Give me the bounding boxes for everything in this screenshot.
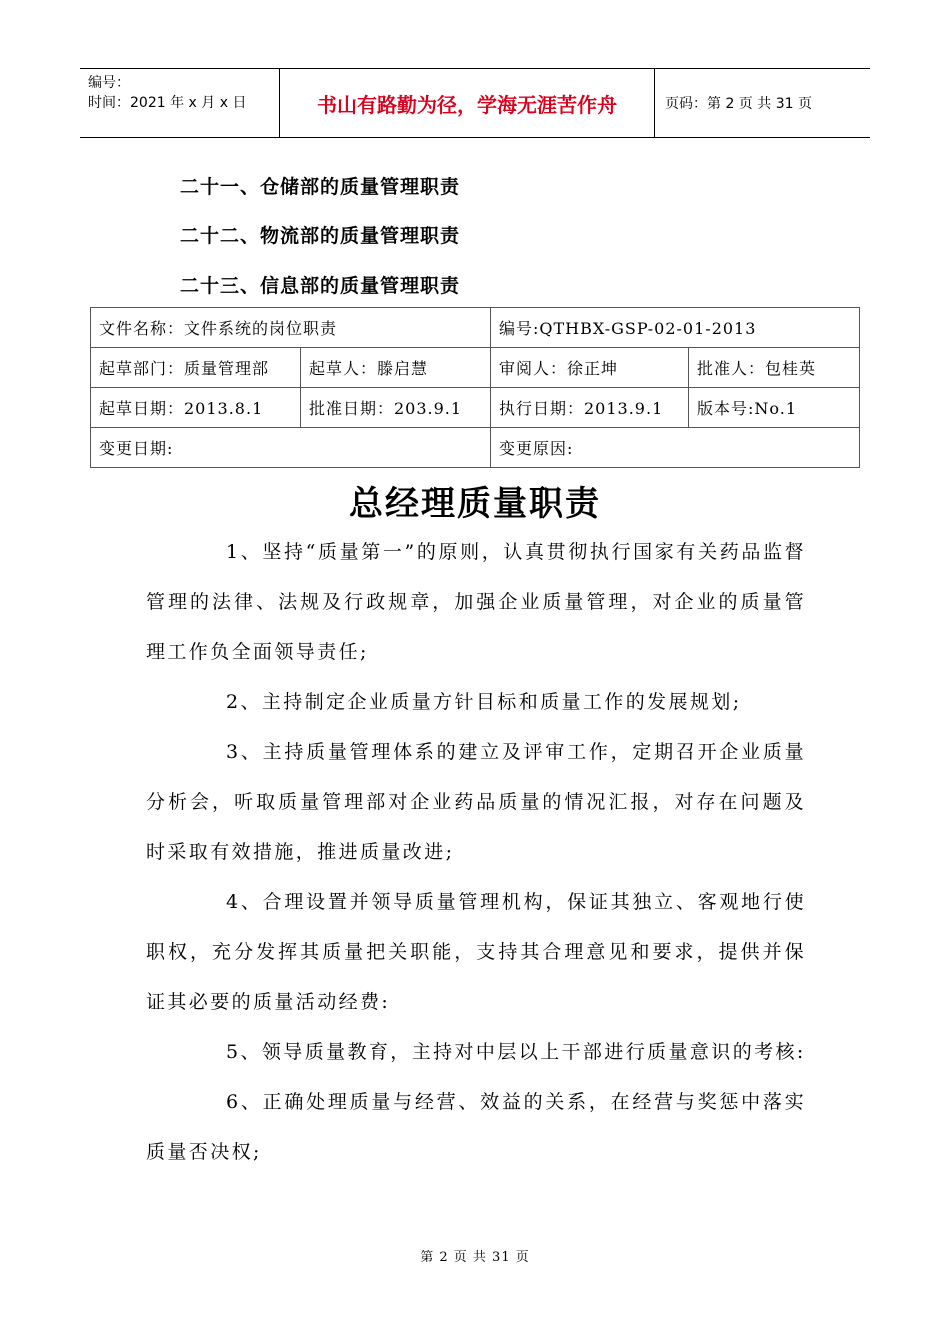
table-row bbox=[91, 388, 860, 428]
page-title: 总经理质量职责 bbox=[349, 484, 601, 524]
toc-item: 二十三、信息部的质量管理职责 bbox=[180, 275, 461, 297]
header-meta bbox=[80, 69, 280, 137]
change-reason-cell: 变更原因: bbox=[491, 428, 860, 468]
header-motto: 书山有路勤为径，学海无涯苦作舟 bbox=[280, 69, 655, 137]
drafter-cell: 起草人：滕启慧 bbox=[301, 348, 491, 388]
reviewer-cell: 审阅人：徐正坤 bbox=[491, 348, 689, 388]
doc-number-cell: 编号:QTHBX-GSP-02-01-2013 bbox=[491, 308, 860, 348]
paragraph: 6、正确处理质量与经营、效益的关系，在经营与奖惩中落实质量否决权; bbox=[146, 1091, 806, 1163]
approve-date-cell: 批准日期：203.9.1 bbox=[301, 388, 491, 428]
page-header bbox=[80, 68, 870, 138]
header-number: 编号： bbox=[88, 75, 130, 91]
paragraph: 3、主持质量管理体系的建立及评审工作，定期召开企业质量分析会，听取质量管理部对企业药品质量的情况汇报，对存在问题及时采取有效措施，推进质量改进; bbox=[146, 741, 806, 863]
exec-date-cell: 执行日期：2013.9.1 bbox=[491, 388, 689, 428]
paragraph: 1、坚持“质量第一”的原则，认真贯彻执行国家有关药品监督管理的法律、法规及行政规章，加强企业质量管理，对企业的质量管理工作负全面领导责任; bbox=[146, 541, 806, 663]
draft-date-cell: 起草日期：2013.8.1 bbox=[91, 388, 301, 428]
page-footer: 第 2 页 共 31 页 bbox=[420, 1250, 530, 1265]
header-page-info: 页码：第 2 页 共 31 页 bbox=[665, 96, 812, 112]
table-row bbox=[91, 308, 860, 348]
document-info-table bbox=[90, 307, 860, 468]
body-content bbox=[146, 527, 806, 1177]
approver-cell: 批准人：包桂英 bbox=[689, 348, 860, 388]
file-name-cell: 文件名称：文件系统的岗位职责 bbox=[91, 308, 491, 348]
change-date-cell: 变更日期: bbox=[91, 428, 491, 468]
table-row bbox=[91, 348, 860, 388]
draft-dept-cell: 起草部门：质量管理部 bbox=[91, 348, 301, 388]
paragraph: 5、领导质量教育，主持对中层以上干部进行质量意识的考核: bbox=[226, 1041, 806, 1063]
header-time: 时间：2021 年 x 月 x 日 bbox=[88, 95, 247, 111]
paragraph: 2、主持制定企业质量方针目标和质量工作的发展规划; bbox=[226, 691, 742, 713]
toc-item: 二十一、仓储部的质量管理职责 bbox=[180, 176, 461, 198]
table-row bbox=[91, 428, 860, 468]
version-cell: 版本号:No.1 bbox=[689, 388, 860, 428]
paragraph: 4、合理设置并领导质量管理机构，保证其独立、客观地行使职权，充分发挥其质量把关职能，支持其合理意见和要求，提供并保证其必要的质量活动经费: bbox=[146, 891, 806, 1013]
toc-item: 二十二、物流部的质量管理职责 bbox=[180, 225, 461, 247]
